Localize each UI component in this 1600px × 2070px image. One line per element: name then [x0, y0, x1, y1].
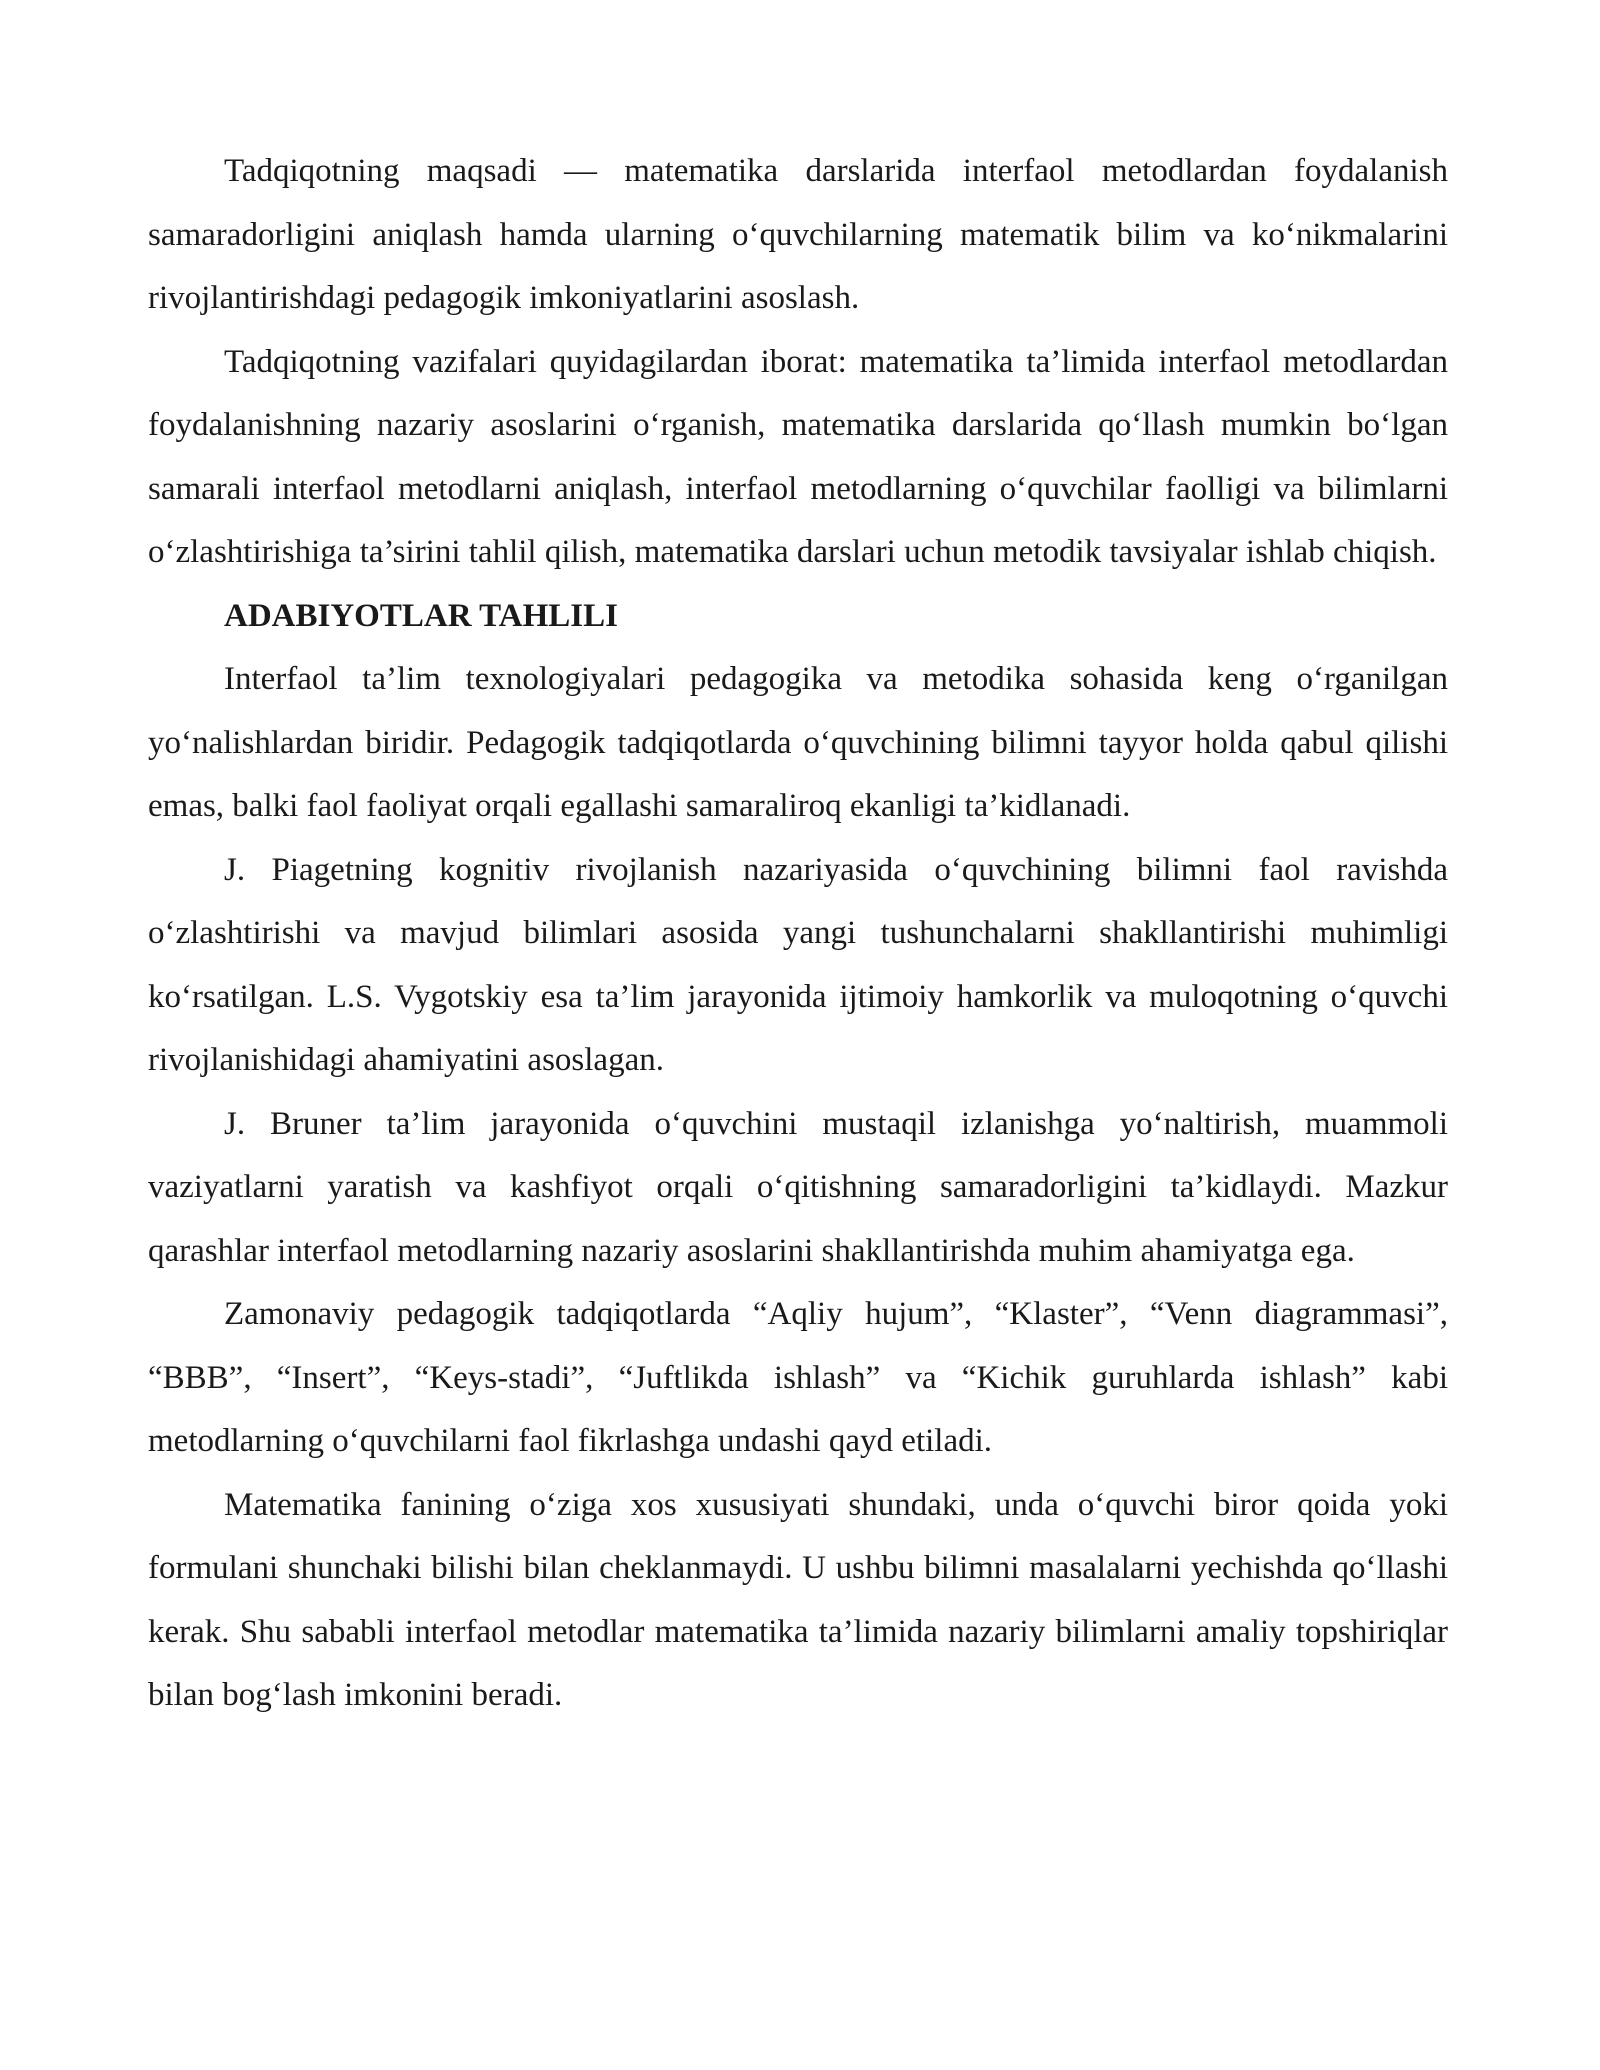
paragraph-piaget-vygotsky: J. Piagetning kognitiv rivojlanish nazariyasida o‘quvchining bilimni faol ravishda o‘zlashtirishi va mavjud bilimlari asosida yangi tushunchalarni shakllantirishi muhimligi ko‘rsatilgan. L.S. Vygotskiy esa ta’lim jarayonida ijtimoiy hamkorlik va muloqotning o‘quvchi rivojlanishidagi ahamiyatini asoslagan. [148, 851, 1448, 1078]
paragraph-research-tasks: Tadqiqotning vazifalari quyidagilardan iborat: matematika ta’limida interfaol metodlardan foydalanishning nazariy asoslarini o‘rganish, matematika darslarida qo‘llash mumkin bo‘lgan samarali interfaol metodlarni aniqlash, interfaol metodlarning o‘quvchilar faolligi va bilimlarni o‘zlashtirishiga ta’sirini tahlil qilish, matematika darslari uchun metodik tavsiyalar ishlab chiqish. [148, 343, 1448, 570]
paragraph-modern-methods: Zamonaviy pedagogik tadqiqotlarda “Aqliy hujum”, “Klaster”, “Venn diagrammasi”, “BBB”, “Insert”, “Keys-stadi”, “Juftlikda ishlash” va “Kichik guruhlarda ishlash” kabi metodlarning o‘quvchilarni faol fikrlashga undashi qayd etiladi. [148, 1296, 1448, 1459]
paragraph-interactive-technologies: Interfaol ta’lim texnologiyalari pedagogika va metodika sohasida keng o‘rganilgan yo‘nalishlardan biridir. Pedagogik tadqiqotlarda o‘quvchining bilimni tayyor holda qabul qilishi emas, balki faol faoliyat orqali egallashi samaraliroq ekanligi ta’kidlanadi. [148, 661, 1448, 824]
paragraph-research-goal: Tadqiqotning maqsadi — matematika darslarida interfaol metodlardan foydalanish samaradorligini aniqlash hamda ularning o‘quvchilarning matematik bilim va ko‘nikmalarini rivojlantirishdagi pedagogik imkoniyatlarini asoslash. [148, 153, 1448, 316]
document-page [148, 140, 1448, 1728]
paragraph-bruner: J. Bruner ta’lim jarayonida o‘quvchini mustaqil izlanishga yo‘naltirish, muammoli vaziyatlarni yaratish va kashfiyot orqali o‘qitishning samaradorligini ta’kidlaydi. Mazkur qarashlar interfaol metodlarning nazariy asoslarini shakllantirishda muhim ahamiyatga ega. [148, 1105, 1448, 1269]
paragraph-mathematics-specifics: Matematika fanining o‘ziga xos xususiyati shundaki, unda o‘quvchi biror qoida yoki formulani shunchaki bilishi bilan cheklanmaydi. U ushbu bilimni masalalarni yechishda qo‘llashi kerak. Shu sababli interfaol metodlar matematika ta’limida nazariy bilimlarni amaliy topshiriqlar bilan bog‘lash imkonini beradi. [148, 1486, 1448, 1713]
section-heading-literature-review: ADABIYOTLAR TAHLILI [224, 597, 618, 634]
